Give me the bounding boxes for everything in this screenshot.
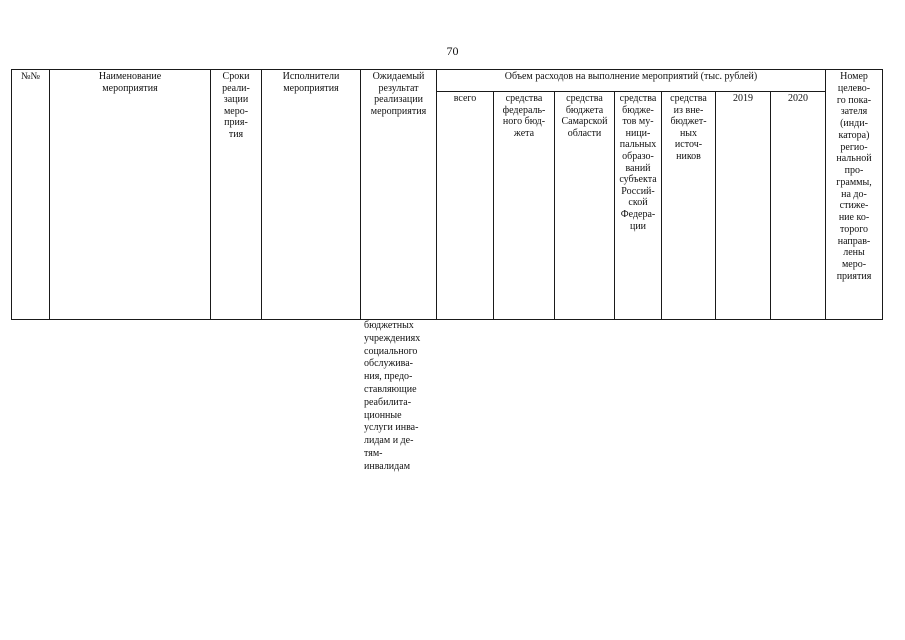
header-expected-result: Ожидаемый результат реализации мероприятия — [370, 71, 427, 117]
subheader-year-2020: 2020 — [788, 93, 808, 104]
header-terms: Сроки реали- зации меро- прия- тия — [222, 71, 250, 140]
subheader-federal-budget: средства федераль- ного бюд- жета — [502, 93, 546, 139]
col-line-3 — [261, 69, 262, 320]
measures-table — [11, 69, 883, 320]
subheader-regional-budget: средства бюджета Самарской области — [561, 93, 608, 139]
header-num: №№ — [20, 71, 41, 82]
expected-result-continuation: бюджетных учреждениях социального обслужива- ния, предо- ставляющие реабилита- ционные услуги инва- лидам и де- тям- инвалидам — [364, 320, 421, 472]
subheader-year-2019: 2019 — [733, 93, 753, 104]
header-expenses-volume: Объем расходов на выполнение мероприятий (тыс. рублей) — [504, 71, 758, 82]
page-number: 70 — [446, 44, 459, 58]
header-name: Наименование мероприятия — [98, 71, 162, 94]
subheader-extra-budgetary: средства из вне- бюджет- ных источ- ников — [670, 93, 707, 162]
volume-subheader-line — [436, 91, 825, 92]
col-line-13 — [882, 69, 883, 320]
table-border-top — [11, 69, 883, 70]
subheader-total: всего — [453, 93, 477, 104]
header-executors: Исполнители мероприятия — [282, 71, 340, 94]
subheader-municipal-budgets: средства бюдже- тов му- ници- пальных образо- ваний субъекта Россий- ской Федера- ции — [619, 93, 657, 232]
col-line-10 — [715, 91, 716, 320]
col-line-0 — [11, 69, 12, 320]
col-line-11 — [770, 91, 771, 320]
col-line-5 — [436, 69, 437, 320]
col-line-1 — [49, 69, 50, 320]
header-indicator-number: Номер целево- го пока- зателя (инди- катора) регио- нальной про- граммы, на до- стиже- ние ко- торого направ- лены меро- приятия — [836, 71, 872, 282]
table-border-bottom — [11, 319, 883, 320]
